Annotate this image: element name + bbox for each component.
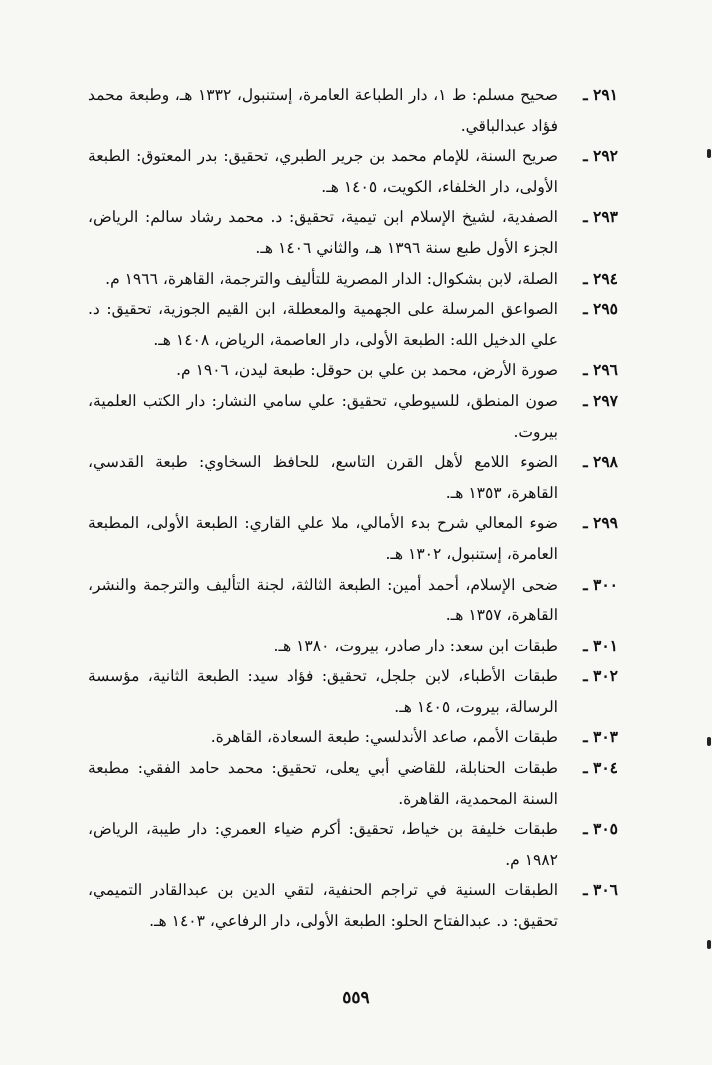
bibliography-entry	[88, 141, 618, 202]
entry-number: ٣٠٢ ـ	[583, 666, 618, 686]
entry-number: ٢٩٧ ـ	[583, 390, 618, 410]
bibliography-entry	[88, 80, 618, 141]
margin-mark	[707, 149, 711, 158]
bibliography-entry	[88, 355, 618, 386]
entry-number: ٢٩٨ ـ	[583, 452, 618, 472]
bibliography-entry	[88, 447, 618, 508]
entry-text: الصواعق المرسلة على الجهمية والمعطلة، ابن القيم الجوزية، تحقيق: د. علي الدخيل الله: الطبعة الأولى، دار العاصمة، الرياض، ١٤٠٨ هـ.	[88, 300, 558, 349]
bibliography-entry	[88, 661, 618, 722]
bibliography-entry	[88, 875, 618, 936]
margin-mark	[707, 940, 711, 949]
bibliography-entry	[88, 264, 618, 295]
entry-number: ٢٩٣ ـ	[583, 207, 618, 227]
entry-number: ٢٩٥ ـ	[583, 299, 618, 319]
entry-text: الصفدية، لشيخ الإسلام ابن تيمية، تحقيق: د. محمد رشاد سالم: الرياض، الجزء الأول طبع سنة ١٣٩٦ هـ، والثاني ١٤٠٦ هـ.	[88, 208, 558, 257]
bibliography-entry	[88, 814, 618, 875]
entry-text: طبقات الأمم، صاعد الأندلسي: طبعة السعادة، القاهرة.	[210, 728, 558, 747]
entry-text: الطبقات السنية في تراجم الحنفية، لتقي الدين بن عبدالقادر التميمي، تحقيق: د. عبدالفتاح الحلو: الطبعة الأولى، دار الرفاعي، ١٤٠٣ هـ.	[88, 881, 558, 931]
bibliography-list	[88, 80, 618, 937]
bibliography-entry	[88, 722, 618, 753]
entry-text: طبقات ابن سعد: دار صادر، بيروت، ١٣٨٠ هـ.	[273, 636, 558, 655]
entry-number: ٣٠٤ ـ	[583, 758, 618, 778]
entry-text: ضحى الإسلام، أحمد أمين: الطبعة الثالثة، لجنة التأليف والترجمة والنشر، القاهرة، ١٣٥٧ هـ.	[88, 575, 558, 625]
entry-text: صحيح مسلم: ط ١، دار الطباعة العامرة، إستنبول، ١٣٣٢ هـ، وطبعة محمد فؤاد عبدالباقي.	[88, 86, 559, 135]
entry-text: ضوء المعالي شرح بدء الأمالي، ملا علي القاري: الطبعة الأولى، المطبعة العامرة، إستنبول، ١٣٠٢ هـ.	[88, 514, 558, 563]
entry-number: ٣٠١ ـ	[583, 635, 618, 655]
bibliography-entry	[88, 508, 618, 569]
page-number: ٥٥٩	[342, 988, 370, 1008]
entry-number: ٢٩٩ ـ	[583, 513, 618, 533]
entry-text: صورة الأرض، محمد بن علي بن حوقل: طبعة ليدن، ١٩٠٦ م.	[176, 361, 558, 380]
entry-number: ٢٩٦ ـ	[583, 360, 618, 380]
margin-mark	[707, 737, 711, 746]
entry-text: الضوء اللامع لأهل القرن التاسع، للحافظ السخاوي: طبعة القدسي، القاهرة، ١٣٥٣ هـ.	[88, 453, 558, 502]
entry-number: ٣٠٣ ـ	[583, 727, 618, 747]
bibliography-entry	[88, 386, 618, 447]
entry-text: الصلة، لابن بشكوال: الدار المصرية للتأليف والترجمة، القاهرة، ١٩٦٦ م.	[105, 269, 558, 288]
entry-number: ٣٠٦ ـ	[583, 880, 618, 900]
entry-text: صون المنطق، للسيوطي، تحقيق: علي سامي النشار: دار الكتب العلمية، بيروت.	[88, 391, 558, 441]
entry-number: ٣٠٥ ـ	[583, 819, 618, 839]
entry-number: ٢٩٤ ـ	[583, 268, 618, 288]
entry-number: ٢٩١ ـ	[583, 85, 618, 104]
entry-text: صريح السنة، للإمام محمد بن جرير الطبري، تحقيق: بدر المعتوق: الطبعة الأولى، دار الخلفاء، الكويت، ١٤٠٥ هـ.	[88, 147, 558, 196]
entry-text: طبقات الحنابلة، للقاضي أبي يعلى، تحقيق: محمد حامد الفقي: مطبعة السنة المحمدية، القاهرة.	[88, 759, 558, 808]
entry-text: طبقات الأطباء، لابن جلجل، تحقيق: فؤاد سيد: الطبعة الثانية، مؤسسة الرسالة، بيروت، ١٤٠٥ هـ.	[88, 667, 558, 716]
bibliography-entry	[88, 631, 618, 662]
bibliography-entry	[88, 294, 618, 355]
entry-text: طبقات خليفة بن خياط، تحقيق: أكرم ضياء العمري: دار طيبة، الرياض، ١٩٨٢ م.	[88, 820, 558, 869]
bibliography-entry	[88, 202, 618, 263]
entry-number: ٣٠٠ ـ	[583, 574, 618, 594]
entry-number: ٢٩٢ ـ	[583, 146, 618, 166]
bibliography-entry	[88, 753, 618, 814]
bibliography-entry	[88, 570, 618, 631]
